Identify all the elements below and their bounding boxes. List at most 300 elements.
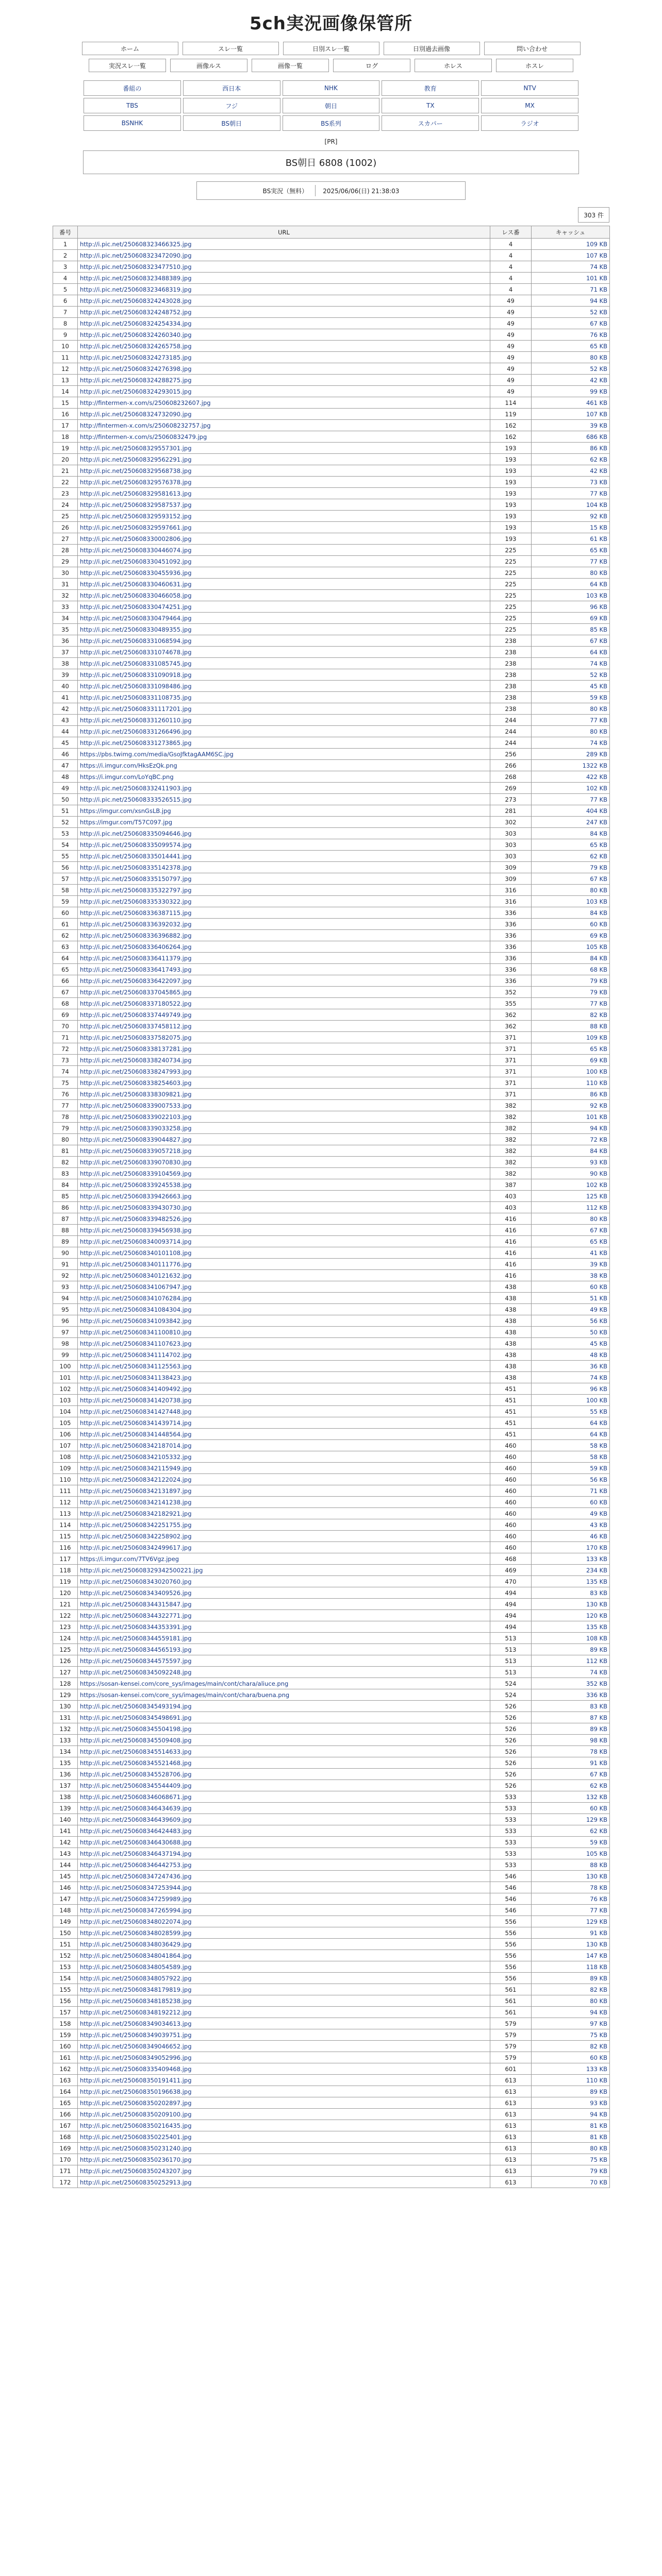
image-url-link[interactable]: http://i.pic.net/250608350236170.jpg <box>80 2156 192 2163</box>
cache-link[interactable]: 77 KB <box>590 716 607 724</box>
cache-link[interactable]: 80 KB <box>590 353 607 361</box>
cache-link[interactable]: 422 KB <box>586 773 607 781</box>
cache-link[interactable]: 65 KB <box>590 1238 607 1245</box>
cache-link[interactable]: 60 KB <box>590 2054 607 2061</box>
nav-hores[interactable]: ホレス <box>415 59 492 72</box>
image-url-link[interactable]: http://i.pic.net/250608339044827.jpg <box>80 1136 192 1143</box>
cache-link[interactable]: 120 KB <box>586 1612 607 1619</box>
cache-link[interactable]: 67 KB <box>590 875 607 883</box>
cache-link[interactable]: 56 KB <box>590 1317 607 1325</box>
image-url-link[interactable]: http://i.pic.net/250608347247436.jpg <box>80 1872 192 1880</box>
image-url-link[interactable]: http://i.pic.net/250608335099574.jpg <box>80 841 192 849</box>
cache-link[interactable]: 97 KB <box>590 2020 607 2027</box>
channel-link[interactable]: NHK <box>283 80 380 96</box>
image-url-link[interactable]: http://i.pic.net/250608339430730.jpg <box>80 1204 192 1211</box>
cache-link[interactable]: 102 KB <box>586 784 607 792</box>
image-url-link[interactable]: http://fintermen-x.com/s/25060832479.jpg <box>80 433 207 440</box>
image-url-link[interactable]: http://i.pic.net/250608343409526.jpg <box>80 1589 192 1597</box>
cache-link[interactable]: 125 KB <box>586 1192 607 1200</box>
cache-link[interactable]: 129 KB <box>586 1918 607 1925</box>
image-url-link[interactable]: http://i.pic.net/250608329562291.jpg <box>80 455 192 463</box>
image-url-link[interactable]: http://i.pic.net/250608330446074.jpg <box>80 546 192 554</box>
cache-link[interactable]: 52 KB <box>590 308 607 316</box>
image-url-link[interactable]: http://i.pic.net/250608342122024.jpg <box>80 1476 192 1483</box>
cache-link[interactable]: 71 KB <box>590 1487 607 1495</box>
image-url-link[interactable]: http://i.pic.net/250608339245538.jpg <box>80 1181 192 1189</box>
cache-link[interactable]: 62 KB <box>590 455 607 463</box>
channel-link[interactable]: ラジオ <box>481 115 578 131</box>
image-url-link[interactable]: http://i.pic.net/250608348192212.jpg <box>80 2008 192 2016</box>
image-url-link[interactable]: http://i.pic.net/250608336422097.jpg <box>80 977 192 985</box>
image-url-link[interactable]: http://i.pic.net/250608336411379.jpg <box>80 954 192 962</box>
image-url-link[interactable]: http://i.pic.net/250608323466325.jpg <box>80 240 192 248</box>
image-url-link[interactable]: https://imgur.com/xsnGsLB.jpg <box>80 807 171 815</box>
cache-link[interactable]: 60 KB <box>590 1498 607 1506</box>
image-url-link[interactable]: http://i.pic.net/250608346068671.jpg <box>80 1793 192 1801</box>
image-url-link[interactable]: http://i.pic.net/250608345509408.jpg <box>80 1736 192 1744</box>
image-url-link[interactable]: http://i.pic.net/250608349034613.jpg <box>80 2020 192 2027</box>
image-url-link[interactable]: http://i.pic.net/250608340121632.jpg <box>80 1272 192 1279</box>
image-url-link[interactable]: http://i.pic.net/250608350252913.jpg <box>80 2178 192 2186</box>
cache-link[interactable]: 102 KB <box>586 1181 607 1189</box>
image-url-link[interactable]: http://i.pic.net/250608336396882.jpg <box>80 931 192 939</box>
image-url-link[interactable]: http://i.pic.net/250608348041864.jpg <box>80 1952 192 1959</box>
image-url-link[interactable]: http://i.pic.net/250608331273865.jpg <box>80 739 192 747</box>
cache-link[interactable]: 76 KB <box>590 1895 607 1903</box>
image-url-link[interactable]: http://i.pic.net/250608330479464.jpg <box>80 614 192 622</box>
cache-link[interactable]: 70 KB <box>590 2178 607 2186</box>
cache-link[interactable]: 73 KB <box>590 478 607 486</box>
cache-link[interactable]: 65 KB <box>590 546 607 554</box>
image-url-link[interactable]: http://i.pic.net/250608323472090.jpg <box>80 251 192 259</box>
image-url-link[interactable]: http://i.pic.net/250608331085745.jpg <box>80 659 192 667</box>
cache-link[interactable]: 60 KB <box>590 1804 607 1812</box>
image-url-link[interactable]: http://i.pic.net/250608346442753.jpg <box>80 1861 192 1869</box>
cache-link[interactable]: 82 KB <box>590 2042 607 2050</box>
cache-link[interactable]: 67 KB <box>590 1770 607 1778</box>
image-url-link[interactable]: http://i.pic.net/250608343020760.jpg <box>80 1578 192 1585</box>
image-url-link[interactable]: http://i.pic.net/250608339104569.jpg <box>80 1170 192 1177</box>
image-url-link[interactable]: https://pbs.twimg.com/media/GsoJfktagAAM6SC.jpg <box>80 750 234 758</box>
cache-link[interactable]: 109 KB <box>586 240 607 248</box>
image-url-link[interactable]: http://i.pic.net/250608349039751.jpg <box>80 2031 192 2039</box>
image-url-link[interactable]: http://i.pic.net/250608345493194.jpg <box>80 1702 192 1710</box>
image-url-link[interactable]: http://i.pic.net/250608324273185.jpg <box>80 353 192 361</box>
image-url-link[interactable]: http://i.pic.net/250608342182921.jpg <box>80 1510 192 1517</box>
cache-link[interactable]: 93 KB <box>590 1158 607 1166</box>
cache-link[interactable]: 45 KB <box>590 1340 607 1347</box>
cache-link[interactable]: 79 KB <box>590 988 607 996</box>
cache-link[interactable]: 83 KB <box>590 1702 607 1710</box>
cache-link[interactable]: 64 KB <box>590 1430 607 1438</box>
image-url-link[interactable]: http://i.pic.net/250608339482526.jpg <box>80 1215 192 1223</box>
channel-link[interactable]: NTV <box>481 80 578 96</box>
image-url-link[interactable]: http://i.pic.net/250608340093714.jpg <box>80 1238 192 1245</box>
cache-link[interactable]: 69 KB <box>590 931 607 939</box>
cache-link[interactable]: 60 KB <box>590 1283 607 1291</box>
image-url-link[interactable]: http://i.pic.net/250608341439714.jpg <box>80 1419 192 1427</box>
channel-link[interactable]: 教育 <box>382 80 479 96</box>
cache-link[interactable]: 461 KB <box>586 399 607 406</box>
cache-link[interactable]: 130 KB <box>586 1940 607 1948</box>
image-url-link[interactable]: http://i.pic.net/250608335142378.jpg <box>80 863 192 871</box>
image-url-link[interactable]: http://i.pic.net/250608331108735.jpg <box>80 693 192 701</box>
cache-link[interactable]: 80 KB <box>590 1997 607 2005</box>
cache-link[interactable]: 147 KB <box>586 1952 607 1959</box>
cache-link[interactable]: 74 KB <box>590 739 607 747</box>
image-url-link[interactable]: http://i.pic.net/250608323488389.jpg <box>80 274 192 282</box>
cache-link[interactable]: 84 KB <box>590 829 607 837</box>
cache-link[interactable]: 130 KB <box>586 1872 607 1880</box>
image-url-link[interactable]: https://i.imgur.com/LoYqBC.png <box>80 773 174 781</box>
cache-link[interactable]: 59 KB <box>590 1838 607 1846</box>
image-url-link[interactable]: http://i.pic.net/250608350225401.jpg <box>80 2133 192 2141</box>
nav-daily-thread-list[interactable]: 日別スレ一覧 <box>283 42 379 55</box>
cache-link[interactable]: 87 KB <box>590 1714 607 1721</box>
image-url-link[interactable]: http://i.pic.net/250608350191411.jpg <box>80 2076 192 2084</box>
cache-link[interactable]: 130 KB <box>586 1600 607 1608</box>
cache-link[interactable]: 52 KB <box>590 365 607 372</box>
cache-link[interactable]: 103 KB <box>586 897 607 905</box>
cache-link[interactable]: 94 KB <box>590 297 607 304</box>
image-url-link[interactable]: http://i.pic.net/250608344353391.jpg <box>80 1623 192 1631</box>
cache-link[interactable]: 71 KB <box>590 285 607 293</box>
cache-link[interactable]: 101 KB <box>586 274 607 282</box>
image-url-link[interactable]: http://i.pic.net/250608346424483.jpg <box>80 1827 192 1835</box>
image-url-link[interactable]: https://i.imgur.com/7TV6Vgz.jpeg <box>80 1555 179 1563</box>
image-url-link[interactable]: http://i.pic.net/250608345092248.jpg <box>80 1668 192 1676</box>
image-url-link[interactable]: http://i.pic.net/250608331260110.jpg <box>80 716 192 724</box>
cache-link[interactable]: 42 KB <box>590 467 607 474</box>
image-url-link[interactable]: http://i.pic.net/250608323468319.jpg <box>80 285 192 293</box>
image-url-link[interactable]: http://i.pic.net/250608349052996.jpg <box>80 2054 192 2061</box>
image-url-link[interactable]: http://i.pic.net/250608324265758.jpg <box>80 342 192 350</box>
image-url-link[interactable]: http://i.pic.net/250608342115949.jpg <box>80 1464 192 1472</box>
image-url-link[interactable]: http://i.pic.net/250608344559181.jpg <box>80 1634 192 1642</box>
cache-link[interactable]: 42 KB <box>590 376 607 384</box>
nav-image-list[interactable]: 画像一覧 <box>252 59 329 72</box>
image-url-link[interactable]: http://i.pic.net/250608337458112.jpg <box>80 1022 192 1030</box>
image-url-link[interactable]: http://i.pic.net/250608329557301.jpg <box>80 444 192 452</box>
cache-link[interactable]: 39 KB <box>590 1260 607 1268</box>
cache-link[interactable]: 59 KB <box>590 693 607 701</box>
image-url-link[interactable]: http://i.pic.net/250608341125563.jpg <box>80 1362 192 1370</box>
channel-link[interactable]: TBS <box>84 98 181 113</box>
image-url-link[interactable]: http://i.pic.net/250608329568738.jpg <box>80 467 192 474</box>
image-url-link[interactable]: http://i.pic.net/250608330489355.jpg <box>80 625 192 633</box>
cache-link[interactable]: 45 KB <box>590 682 607 690</box>
image-url-link[interactable]: http://i.pic.net/250608338137281.jpg <box>80 1045 192 1053</box>
cache-link[interactable]: 404 KB <box>586 807 607 815</box>
image-url-link[interactable]: http://i.pic.net/250608338309821.jpg <box>80 1090 192 1098</box>
image-url-link[interactable]: http://i.pic.net/250608338254603.jpg <box>80 1079 192 1087</box>
cache-link[interactable]: 247 KB <box>586 818 607 826</box>
cache-link[interactable]: 83 KB <box>590 1589 607 1597</box>
cache-link[interactable]: 49 KB <box>590 1306 607 1313</box>
cache-link[interactable]: 78 KB <box>590 1884 607 1891</box>
cache-link[interactable]: 96 KB <box>590 603 607 611</box>
nav-contact[interactable]: 問い合わせ <box>484 42 581 55</box>
cache-link[interactable]: 84 KB <box>590 1147 607 1155</box>
image-url-link[interactable]: http://i.pic.net/250608331068594.jpg <box>80 637 192 645</box>
image-url-link[interactable]: http://i.pic.net/250608339456938.jpg <box>80 1226 192 1234</box>
image-url-link[interactable]: http://i.pic.net/250608324288275.jpg <box>80 376 192 384</box>
image-url-link[interactable]: http://i.pic.net/250608330460631.jpg <box>80 580 192 588</box>
image-url-link[interactable]: http://i.pic.net/250608350202897.jpg <box>80 2099 192 2107</box>
cache-link[interactable]: 75 KB <box>590 2031 607 2039</box>
cache-link[interactable]: 74 KB <box>590 1374 607 1381</box>
image-url-link[interactable]: http://i.pic.net/250608333526515.jpg <box>80 795 192 803</box>
cache-link[interactable]: 86 KB <box>590 1090 607 1098</box>
cache-link[interactable]: 110 KB <box>586 2076 607 2084</box>
cache-link[interactable]: 69 KB <box>590 1056 607 1064</box>
image-url-link[interactable]: http://i.pic.net/250608330474251.jpg <box>80 603 192 611</box>
cache-link[interactable]: 60 KB <box>590 920 607 928</box>
image-url-link[interactable]: http://i.pic.net/250608337449749.jpg <box>80 1011 192 1019</box>
image-url-link[interactable]: http://i.pic.net/250608338247993.jpg <box>80 1067 192 1075</box>
cache-link[interactable]: 68 KB <box>590 965 607 973</box>
image-url-link[interactable]: http://i.pic.net/250608344322771.jpg <box>80 1612 192 1619</box>
image-url-link[interactable]: http://i.pic.net/250608335014441.jpg <box>80 852 192 860</box>
image-url-link[interactable]: http://i.pic.net/250608330002806.jpg <box>80 535 192 543</box>
cache-link[interactable]: 112 KB <box>586 1204 607 1211</box>
cache-link[interactable]: 98 KB <box>590 1736 607 1744</box>
image-url-link[interactable]: http://i.pic.net/250608341409492.jpg <box>80 1385 192 1393</box>
cache-link[interactable]: 107 KB <box>586 251 607 259</box>
cache-link[interactable]: 55 KB <box>590 1408 607 1415</box>
image-url-link[interactable]: http://i.pic.net/250608345498691.jpg <box>80 1714 192 1721</box>
image-url-link[interactable]: http://i.pic.net/250608324243028.jpg <box>80 297 192 304</box>
image-url-link[interactable]: http://i.pic.net/250608335409468.jpg <box>80 2065 192 2073</box>
image-url-link[interactable]: http://i.pic.net/250608342141238.jpg <box>80 1498 192 1506</box>
image-url-link[interactable]: http://i.pic.net/250608331117201.jpg <box>80 705 192 713</box>
image-url-link[interactable]: http://i.pic.net/250608341427448.jpg <box>80 1408 192 1415</box>
cache-link[interactable]: 64 KB <box>590 648 607 656</box>
cache-link[interactable]: 234 KB <box>586 1566 607 1574</box>
cache-link[interactable]: 80 KB <box>590 1215 607 1223</box>
image-url-link[interactable]: http://i.pic.net/250608339007533.jpg <box>80 1101 192 1109</box>
cache-link[interactable]: 133 KB <box>586 2065 607 2073</box>
cache-link[interactable]: 135 KB <box>586 1623 607 1631</box>
cache-link[interactable]: 108 KB <box>586 1634 607 1642</box>
image-url-link[interactable]: http://i.pic.net/250608342251755.jpg <box>80 1521 192 1529</box>
channel-link[interactable]: MX <box>481 98 578 113</box>
image-url-link[interactable]: http://i.pic.net/250608340101108.jpg <box>80 1249 192 1257</box>
cache-link[interactable]: 112 KB <box>586 1657 607 1665</box>
image-url-link[interactable]: http://i.pic.net/250608341107623.jpg <box>80 1340 192 1347</box>
cache-link[interactable]: 52 KB <box>590 671 607 679</box>
cache-link[interactable]: 336 KB <box>586 1691 607 1699</box>
image-url-link[interactable]: http://i.pic.net/250608330466058.jpg <box>80 591 192 599</box>
image-url-link[interactable]: http://fintermen-x.com/s/250608232757.jpg <box>80 421 211 429</box>
cache-link[interactable]: 74 KB <box>590 659 607 667</box>
cache-link[interactable]: 81 KB <box>590 2133 607 2141</box>
image-url-link[interactable]: http://i.pic.net/250608332411903.jpg <box>80 784 192 792</box>
cache-link[interactable]: 67 KB <box>590 319 607 327</box>
cache-link[interactable]: 69 KB <box>590 614 607 622</box>
image-url-link[interactable]: http://i.pic.net/250608350243207.jpg <box>80 2167 192 2175</box>
cache-link[interactable]: 49 KB <box>590 1510 607 1517</box>
cache-link[interactable]: 61 KB <box>590 535 607 543</box>
channel-link[interactable]: スカパー <box>382 115 479 131</box>
cache-link[interactable]: 51 KB <box>590 1294 607 1302</box>
image-url-link[interactable]: http://i.pic.net/250608335150797.jpg <box>80 875 192 883</box>
cache-link[interactable]: 50 KB <box>590 1328 607 1336</box>
image-url-link[interactable]: http://i.pic.net/250608324260340.jpg <box>80 331 192 338</box>
image-url-link[interactable]: http://i.pic.net/250608350231240.jpg <box>80 2144 192 2152</box>
cache-link[interactable]: 99 KB <box>590 387 607 395</box>
cache-link[interactable]: 38 KB <box>590 1272 607 1279</box>
image-url-link[interactable]: http://i.pic.net/250608329576378.jpg <box>80 478 192 486</box>
image-url-link[interactable]: http://i.pic.net/250608341448564.jpg <box>80 1430 192 1438</box>
cache-link[interactable]: 78 KB <box>590 1748 607 1755</box>
cache-link[interactable]: 91 KB <box>590 1759 607 1767</box>
cache-link[interactable]: 90 KB <box>590 1170 607 1177</box>
cache-link[interactable]: 77 KB <box>590 999 607 1007</box>
image-url-link[interactable]: http://i.pic.net/250608337180522.jpg <box>80 999 192 1007</box>
cache-link[interactable]: 67 KB <box>590 637 607 645</box>
image-url-link[interactable]: http://i.pic.net/250608337045865.jpg <box>80 988 192 996</box>
image-url-link[interactable]: http://i.pic.net/250608348179819.jpg <box>80 1986 192 1993</box>
image-url-link[interactable]: http://i.pic.net/250608338240734.jpg <box>80 1056 192 1064</box>
image-url-link[interactable]: http://i.pic.net/250608331098486.jpg <box>80 682 192 690</box>
cache-link[interactable]: 89 KB <box>590 2088 607 2095</box>
cache-link[interactable]: 89 KB <box>590 1974 607 1982</box>
cache-link[interactable]: 75 KB <box>590 2156 607 2163</box>
cache-link[interactable]: 80 KB <box>590 2144 607 2152</box>
cache-link[interactable]: 92 KB <box>590 512 607 520</box>
cache-link[interactable]: 80 KB <box>590 727 607 735</box>
image-url-link[interactable]: http://i.pic.net/250608335322797.jpg <box>80 886 192 894</box>
image-url-link[interactable]: http://i.pic.net/250608350216435.jpg <box>80 2122 192 2129</box>
image-url-link[interactable]: http://i.pic.net/250608335094646.jpg <box>80 829 192 837</box>
image-url-link[interactable]: http://i.pic.net/250608347259989.jpg <box>80 1895 192 1903</box>
cache-link[interactable]: 43 KB <box>590 1521 607 1529</box>
image-url-link[interactable]: http://i.pic.net/250608331266496.jpg <box>80 727 192 735</box>
image-url-link[interactable]: http://i.pic.net/250608345528706.jpg <box>80 1770 192 1778</box>
cache-link[interactable]: 94 KB <box>590 1124 607 1132</box>
cache-link[interactable]: 89 KB <box>590 1646 607 1653</box>
cache-link[interactable]: 109 KB <box>586 1033 607 1041</box>
cache-link[interactable]: 94 KB <box>590 2008 607 2016</box>
image-url-link[interactable]: http://i.pic.net/250608341138423.jpg <box>80 1374 192 1381</box>
image-url-link[interactable]: http://i.pic.net/250608350209100.jpg <box>80 2110 192 2118</box>
channel-link[interactable]: フジ <box>183 98 280 113</box>
cache-link[interactable]: 72 KB <box>590 1136 607 1143</box>
cache-link[interactable]: 81 KB <box>590 2122 607 2129</box>
cache-link[interactable]: 170 KB <box>586 1544 607 1551</box>
cache-link[interactable]: 129 KB <box>586 1816 607 1823</box>
image-url-link[interactable]: http://i.pic.net/250608336387115.jpg <box>80 909 192 917</box>
channel-link[interactable]: 西日本 <box>183 80 280 96</box>
cache-link[interactable]: 59 KB <box>590 1464 607 1472</box>
nav-image-res[interactable]: 画像ルス <box>170 59 247 72</box>
nav-daily-past-images[interactable]: 日別過去画像 <box>384 42 480 55</box>
image-url-link[interactable]: http://i.pic.net/250608348057922.jpg <box>80 1974 192 1982</box>
image-url-link[interactable]: http://i.pic.net/250608350196638.jpg <box>80 2088 192 2095</box>
image-url-link[interactable]: http://i.pic.net/250608323477510.jpg <box>80 263 192 270</box>
cache-link[interactable]: 36 KB <box>590 1362 607 1370</box>
cache-link[interactable]: 80 KB <box>590 569 607 577</box>
cache-link[interactable]: 65 KB <box>590 841 607 849</box>
image-url-link[interactable]: http://i.pic.net/250608340111776.jpg <box>80 1260 192 1268</box>
image-url-link[interactable]: http://i.pic.net/250608347265994.jpg <box>80 1906 192 1914</box>
cache-link[interactable]: 105 KB <box>586 943 607 951</box>
cache-link[interactable]: 1322 KB <box>582 761 607 769</box>
image-url-link[interactable]: https://imgur.com/T57C097.jpg <box>80 818 173 826</box>
image-url-link[interactable]: http://i.pic.net/250608346439609.jpg <box>80 1816 192 1823</box>
cache-link[interactable]: 48 KB <box>590 1351 607 1359</box>
image-url-link[interactable]: http://i.pic.net/250608348022074.jpg <box>80 1918 192 1925</box>
cache-link[interactable]: 91 KB <box>590 1929 607 1937</box>
image-url-link[interactable]: http://i.pic.net/250608324276398.jpg <box>80 365 192 372</box>
channel-link[interactable]: BSNHK <box>84 115 181 131</box>
cache-link[interactable]: 82 KB <box>590 1986 607 1993</box>
channel-link[interactable]: BS朝日 <box>183 115 280 131</box>
channel-link[interactable]: 番組の <box>84 80 181 96</box>
cache-link[interactable]: 79 KB <box>590 863 607 871</box>
image-url-link[interactable]: http://i.pic.net/250608324248752.jpg <box>80 308 192 316</box>
cache-link[interactable]: 118 KB <box>586 1963 607 1971</box>
image-url-link[interactable]: http://i.pic.net/250608329597661.jpg <box>80 523 192 531</box>
cache-link[interactable]: 46 KB <box>590 1532 607 1540</box>
cache-link[interactable]: 67 KB <box>590 1226 607 1234</box>
image-url-link[interactable]: http://i.pic.net/250608324293015.jpg <box>80 387 192 395</box>
cache-link[interactable]: 101 KB <box>586 1113 607 1121</box>
image-url-link[interactable]: http://i.pic.net/250608348036429.jpg <box>80 1940 192 1948</box>
cache-link[interactable]: 65 KB <box>590 1045 607 1053</box>
cache-link[interactable]: 56 KB <box>590 1476 607 1483</box>
cache-link[interactable]: 77 KB <box>590 1906 607 1914</box>
cache-link[interactable]: 94 KB <box>590 2110 607 2118</box>
cache-link[interactable]: 77 KB <box>590 795 607 803</box>
cache-link[interactable]: 15 KB <box>590 523 607 531</box>
image-url-link[interactable]: http://i.pic.net/250608346437194.jpg <box>80 1850 192 1857</box>
image-url-link[interactable]: http://i.pic.net/250608339022103.jpg <box>80 1113 192 1121</box>
image-url-link[interactable]: http://i.pic.net/250608337582075.jpg <box>80 1033 192 1041</box>
cache-link[interactable]: 289 KB <box>586 750 607 758</box>
image-url-link[interactable]: http://i.pic.net/250608336392032.jpg <box>80 920 192 928</box>
image-url-link[interactable]: http://i.pic.net/250608329342500221.jpg <box>80 1566 203 1574</box>
cache-link[interactable]: 74 KB <box>590 263 607 270</box>
channel-link[interactable]: 朝日 <box>283 98 380 113</box>
cache-link[interactable]: 62 KB <box>590 852 607 860</box>
cache-link[interactable]: 82 KB <box>590 1011 607 1019</box>
cache-link[interactable]: 686 KB <box>586 433 607 440</box>
image-url-link[interactable]: http://i.pic.net/250608329587537.jpg <box>80 501 192 509</box>
image-url-link[interactable]: http://i.pic.net/250608341420738.jpg <box>80 1396 192 1404</box>
cache-link[interactable]: 88 KB <box>590 1022 607 1030</box>
image-url-link[interactable]: http://i.pic.net/250608345544409.jpg <box>80 1782 192 1789</box>
image-url-link[interactable]: http://i.pic.net/250608341084304.jpg <box>80 1306 192 1313</box>
cache-link[interactable]: 135 KB <box>586 1578 607 1585</box>
image-url-link[interactable]: http://i.pic.net/250608324732090.jpg <box>80 410 192 418</box>
nav-home[interactable]: ホーム <box>82 42 178 55</box>
cache-link[interactable]: 132 KB <box>586 1793 607 1801</box>
image-url-link[interactable]: http://i.pic.net/250608347253944.jpg <box>80 1884 192 1891</box>
cache-link[interactable]: 80 KB <box>590 705 607 713</box>
nav-log[interactable]: ログ <box>333 59 410 72</box>
image-url-link[interactable]: http://i.pic.net/250608329581613.jpg <box>80 489 192 497</box>
cache-link[interactable]: 93 KB <box>590 2099 607 2107</box>
cache-link[interactable]: 74 KB <box>590 1668 607 1676</box>
image-url-link[interactable]: http://i.pic.net/250608344315847.jpg <box>80 1600 192 1608</box>
image-url-link[interactable]: http://i.pic.net/250608341076284.jpg <box>80 1294 192 1302</box>
image-url-link[interactable]: http://i.pic.net/250608339426663.jpg <box>80 1192 192 1200</box>
cache-link[interactable]: 62 KB <box>590 1782 607 1789</box>
image-url-link[interactable]: http://i.pic.net/250608341067947.jpg <box>80 1283 192 1291</box>
cache-link[interactable]: 39 KB <box>590 421 607 429</box>
